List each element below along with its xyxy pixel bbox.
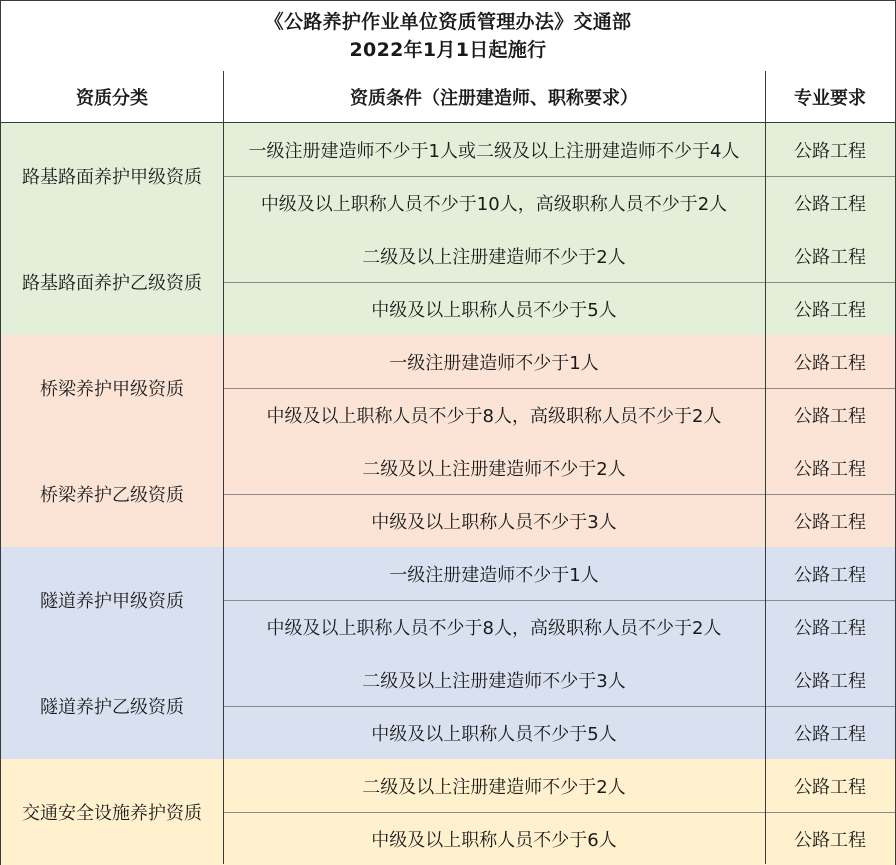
category-cell: 隧道养护乙级资质	[1, 653, 223, 759]
category-cell: 隧道养护甲级资质	[1, 547, 223, 653]
header-major: 专业要求	[765, 71, 895, 123]
header-conditions: 资质条件（注册建造师、职称要求）	[223, 71, 765, 123]
condition-cell: 中级及以上职称人员不少于8人，高级职称人员不少于2人	[223, 388, 765, 441]
major-cell: 公路工程	[765, 176, 895, 229]
header-category: 资质分类	[1, 71, 223, 123]
condition-cell: 二级及以上注册建造师不少于2人	[223, 229, 765, 282]
major-cell: 公路工程	[765, 229, 895, 282]
major-cell: 公路工程	[765, 706, 895, 759]
major-cell: 公路工程	[765, 282, 895, 335]
title-line-1: 《公路养护作业单位资质管理办法》交通部	[264, 11, 632, 33]
major-cell: 公路工程	[765, 759, 895, 812]
major-cell: 公路工程	[765, 547, 895, 600]
condition-cell: 二级及以上注册建造师不少于3人	[223, 653, 765, 706]
major-cell: 公路工程	[765, 441, 895, 494]
row-divider	[223, 812, 895, 813]
condition-cell: 中级及以上职称人员不少于6人	[223, 812, 765, 865]
category-cell: 路基路面养护乙级资质	[1, 229, 223, 335]
condition-cell: 中级及以上职称人员不少于5人	[223, 706, 765, 759]
major-cell: 公路工程	[765, 653, 895, 706]
row-divider	[223, 176, 895, 177]
condition-cell: 一级注册建造师不少于1人	[223, 547, 765, 600]
condition-cell: 中级及以上职称人员不少于10人，高级职称人员不少于2人	[223, 176, 765, 229]
condition-cell: 二级及以上注册建造师不少于2人	[223, 759, 765, 812]
row-divider	[223, 494, 895, 495]
category-cell: 桥梁养护乙级资质	[1, 441, 223, 547]
condition-cell: 一级注册建造师不少于1人或二级及以上注册建造师不少于4人	[223, 123, 765, 176]
row-divider	[223, 388, 895, 389]
condition-cell: 二级及以上注册建造师不少于2人	[223, 441, 765, 494]
major-cell: 公路工程	[765, 812, 895, 865]
table-title	[1, 1, 895, 72]
category-cell: 路基路面养护甲级资质	[1, 123, 223, 229]
category-cell: 桥梁养护甲级资质	[1, 335, 223, 441]
condition-cell: 中级及以上职称人员不少于3人	[223, 494, 765, 547]
column-divider	[765, 71, 766, 864]
major-cell: 公路工程	[765, 494, 895, 547]
row-divider	[223, 282, 895, 283]
major-cell: 公路工程	[765, 335, 895, 388]
major-cell: 公路工程	[765, 123, 895, 176]
title-line-2: 2022年1月1日起施行	[349, 39, 547, 61]
row-divider	[223, 600, 895, 601]
major-cell: 公路工程	[765, 600, 895, 653]
category-cell: 交通安全设施养护资质	[1, 759, 223, 865]
row-divider	[223, 706, 895, 707]
condition-cell: 一级注册建造师不少于1人	[223, 335, 765, 388]
condition-cell: 中级及以上职称人员不少于5人	[223, 282, 765, 335]
condition-cell: 中级及以上职称人员不少于8人，高级职称人员不少于2人	[223, 600, 765, 653]
major-cell: 公路工程	[765, 388, 895, 441]
column-divider	[223, 71, 224, 864]
